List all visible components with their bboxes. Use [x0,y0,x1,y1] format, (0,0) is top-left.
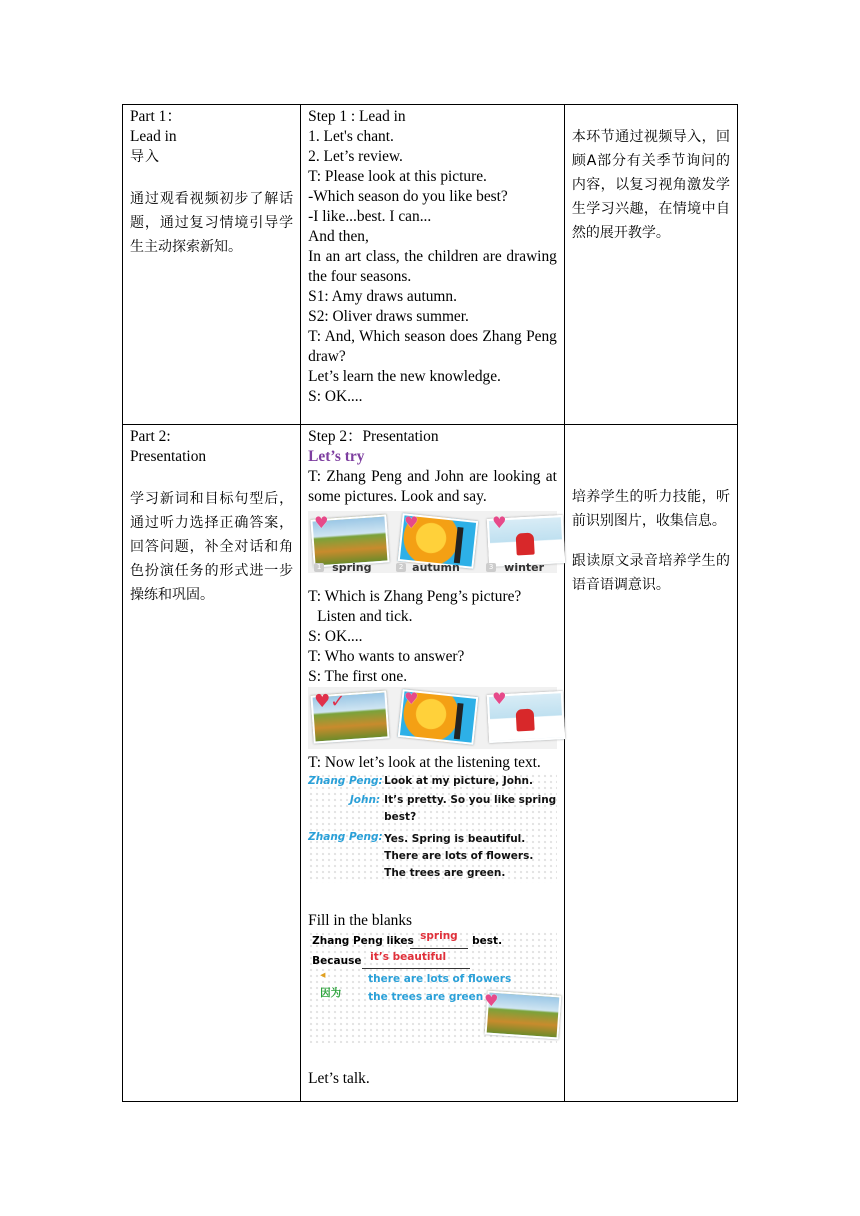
dialogue-line: It’s pretty. So you like spring [384,794,557,806]
part1-stage-cell [123,105,301,425]
part1-purpose-cell [564,105,737,425]
step1-item-review: 2. Let’s review. [308,148,403,165]
q-who-answers: T: Who wants to answer? [308,648,465,665]
part1-title: Part 1： [130,108,182,125]
s-ok: S: OK.... [308,628,363,645]
step1-and-then: And then, [308,228,369,245]
speaker-john: John: [349,794,381,806]
fill-blanks-title: Fill in the blanks [308,912,413,929]
step1-teacher-line: T: Please look at this picture. [308,168,487,185]
part2-row [123,425,738,1102]
fill-answer-trees: the trees are green [368,991,484,1003]
q-which-picture: T: Which is Zhang Peng’s picture? [308,588,522,605]
season-pictures [308,511,557,573]
step1-answer: -I like...best. I can... [308,208,432,225]
part2-purpose-listening: 培养学生的听力技能，听前识别图片，收集信息。 [571,489,730,529]
label-number: 3 [486,563,496,572]
part1-activity-cell [301,105,565,425]
fill-zh-because: 因为 [320,987,342,999]
fill-answer-spring: spring [420,930,458,942]
lets-talk: Let’s talk. [308,1070,370,1087]
fill-line1-post: best. [472,935,503,947]
speaker-zhang-peng: Zhang Peng: [308,775,383,787]
listening-dialogue [308,773,557,883]
speaker-icon: ◂ [320,969,326,981]
step1-art-class: In an art class, the children are drawing the four seasons. [308,248,557,285]
dialogue-line: There are lots of flowers. [384,850,534,862]
step1-heading: Step 1 : Lead in [308,108,406,125]
part2-purpose-intonation: 跟读原文录音培养学生的语音语调意识。 [571,553,730,593]
fill-line1-pre: Zhang Peng likes [312,935,414,947]
heart-icon: ♥ [404,689,419,708]
part1-row [123,105,738,425]
part1-purpose-text: 本环节通过视频导入，回顾A部分有关季节询问的内容，以复习视角激发学生学习兴趣，在情境中自然的展开教学。 [571,129,730,241]
step2-intro: T: Zhang Peng and John are looking at some pictures. Look and say. [308,468,557,505]
speaker-zhang-peng: Zhang Peng: [308,831,383,843]
step1-ok: S: OK.... [308,388,363,405]
autumn-label: autumn [412,561,460,574]
label-number: 2 [396,563,406,572]
listening-text-intro: T: Now let’s look at the listening text. [308,754,541,771]
spring-label: spring [332,561,372,574]
check-heart-icon: ♥✓ [314,691,346,712]
part2-name-en: Presentation [130,448,207,465]
listen-and-tick: Listen and tick. [317,608,413,625]
fill-answer-beautiful: it’s beautiful [370,951,447,963]
heart-icon: ♥ [484,991,499,1010]
step1-item-chant: 1. Let's chant. [308,128,394,145]
step1-question: -Which season do you like best? [308,188,508,205]
part2-stage-cell [123,425,301,1102]
part2-description: 学习新词和目标句型后，通过听力选择正确答案，回答问题，补全对话和角色扮演任务的形式进一步操练和巩固。 [130,491,294,603]
dialogue-line: best? [384,811,417,823]
step1-learn-new: Let’s learn the new knowledge. [308,368,501,385]
step2-heading: Step 2：Presentation [308,428,439,445]
label-number: 1 [314,563,324,572]
part2-title: Part 2: [130,428,171,445]
season-pictures-answered [308,687,557,749]
heart-icon: ♥ [492,513,507,532]
heart-icon: ♥ [404,513,419,532]
fill-because: Because [312,955,362,967]
dialogue-line: Look at my picture, John. [384,775,533,787]
part1-name-en: Lead in [130,128,177,145]
step1-s2: S2: Oliver draws summer. [308,308,469,325]
part2-purpose-cell [564,425,737,1102]
fill-answer-flowers: there are lots of flowers [368,973,512,985]
step1-s1: S1: Amy draws autumn. [308,288,457,305]
heart-icon: ♥ [492,689,507,708]
part1-name-zh: 导入 [130,149,160,165]
part2-activity-cell [301,425,565,1102]
dialogue-line: Yes. Spring is beautiful. [384,833,526,845]
heart-icon: ♥ [314,513,329,532]
lesson-plan-table [122,104,738,1102]
fill-blanks-exercise [308,931,557,1043]
step1-zhang-question: T: And, Which season does Zhang Peng draw? [308,328,557,365]
winter-label: winter [504,561,545,574]
part1-description: 通过观看视频初步了解话题，通过复习情境引导学生主动探索新知。 [130,191,294,255]
s-first-one: S: The first one. [308,668,408,685]
lets-try-heading: Let’s try [308,448,365,465]
dialogue-line: The trees are green. [384,867,506,879]
